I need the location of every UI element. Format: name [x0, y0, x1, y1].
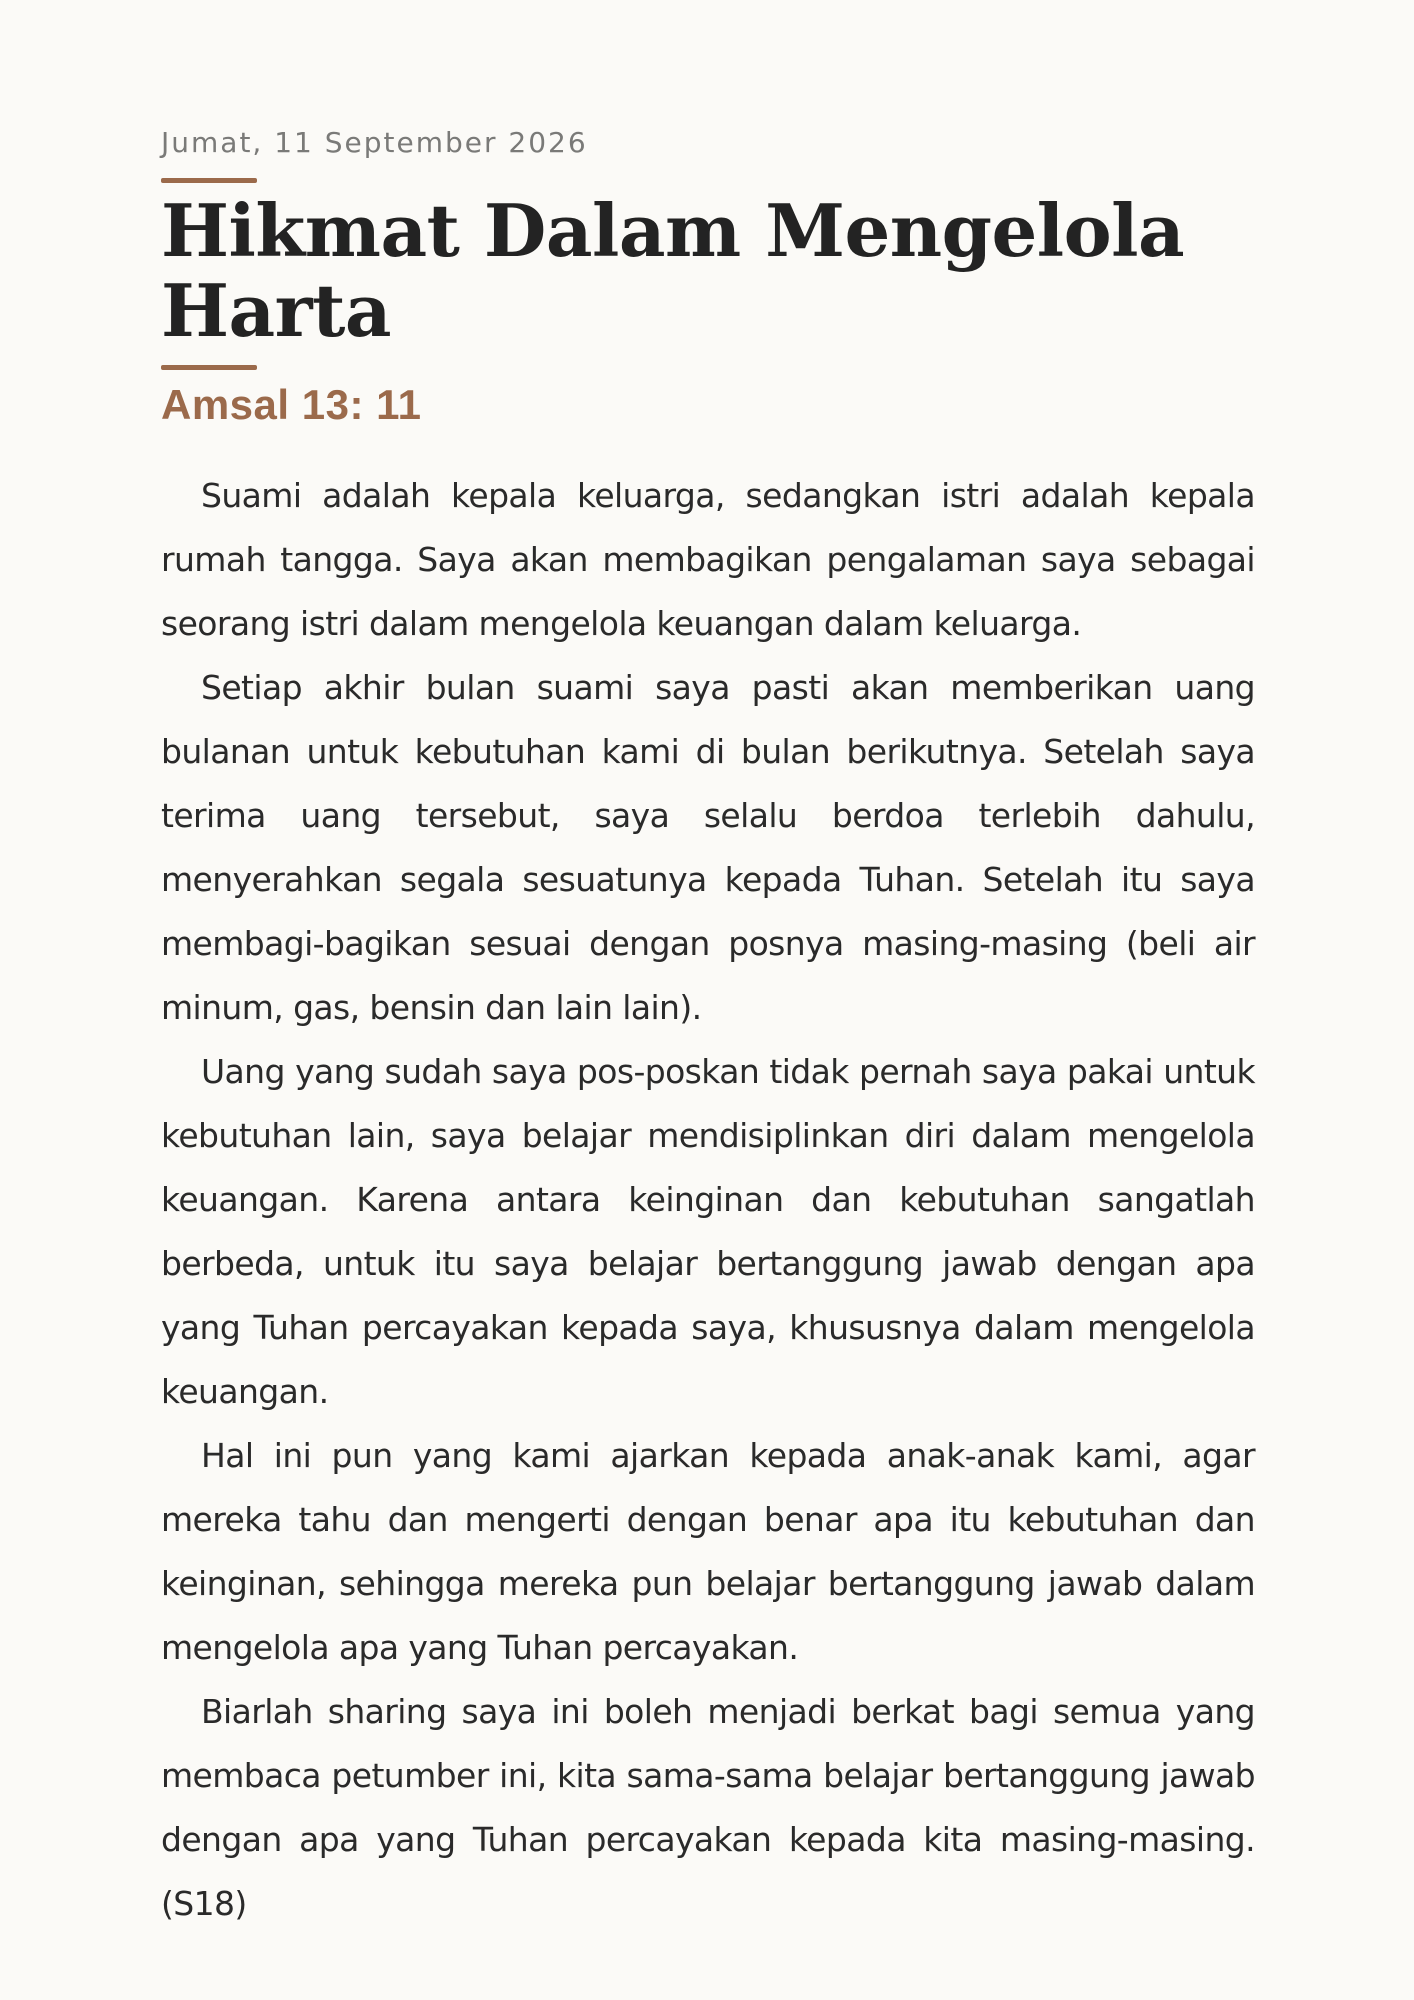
devotional-page [161, 118, 1255, 1936]
body-paragraph: Setiap akhir bulan suami saya pasti akan memberikan uang bulanan untuk kebutuhan kami di bulan berikutnya. Setelah saya terima uang tersebut, saya selalu berdoa terlebih dahulu, menyerahkan segala sesuatunya kepada Tuhan. Setelah itu saya membagi-bagikan sesuai dengan posnya masing-masing (beli air minum, gas, bensin dan lain lain). [161, 668, 1255, 1027]
title-top-divider [161, 178, 257, 183]
article-body [161, 464, 1255, 1936]
scripture-reference: Amsal 13: 11 [161, 381, 422, 428]
title-bottom-divider [161, 365, 257, 370]
body-paragraph: Biarlah sharing saya ini boleh menjadi berkat bagi semua yang membaca petumber ini, kita sama-sama belajar bertanggung jawab dengan apa yang Tuhan percayakan kepada kita masing-masing. (S18) [161, 1692, 1255, 1923]
body-paragraph: Suami adalah kepala keluarga, sedangkan istri adalah kepala rumah tangga. Saya akan membagikan pengalaman saya sebagai seorang istri dalam mengelola keuangan dalam keluarga. [161, 476, 1255, 643]
date-line: Jumat, 11 September 2026 [161, 126, 588, 159]
body-paragraph: Hal ini pun yang kami ajarkan kepada anak-anak kami, agar mereka tahu dan mengerti dengan benar apa itu kebutuhan dan keinginan, sehingga mereka pun belajar bertanggung jawab dalam mengelola apa yang Tuhan percayakan. [161, 1436, 1255, 1667]
body-paragraph: Uang yang sudah saya pos-poskan tidak pernah saya pakai untuk kebutuhan lain, saya belajar mendisiplinkan diri dalam mengelola keuangan. Karena antara keinginan dan kebutuhan sangatlah berbeda, untuk itu saya belajar bertanggung jawab dengan apa yang Tuhan percayakan kepada saya, khususnya dalam mengelola keuangan. [161, 1052, 1255, 1411]
page-title: Hikmat Dalam Mengelola Harta [161, 188, 1185, 353]
